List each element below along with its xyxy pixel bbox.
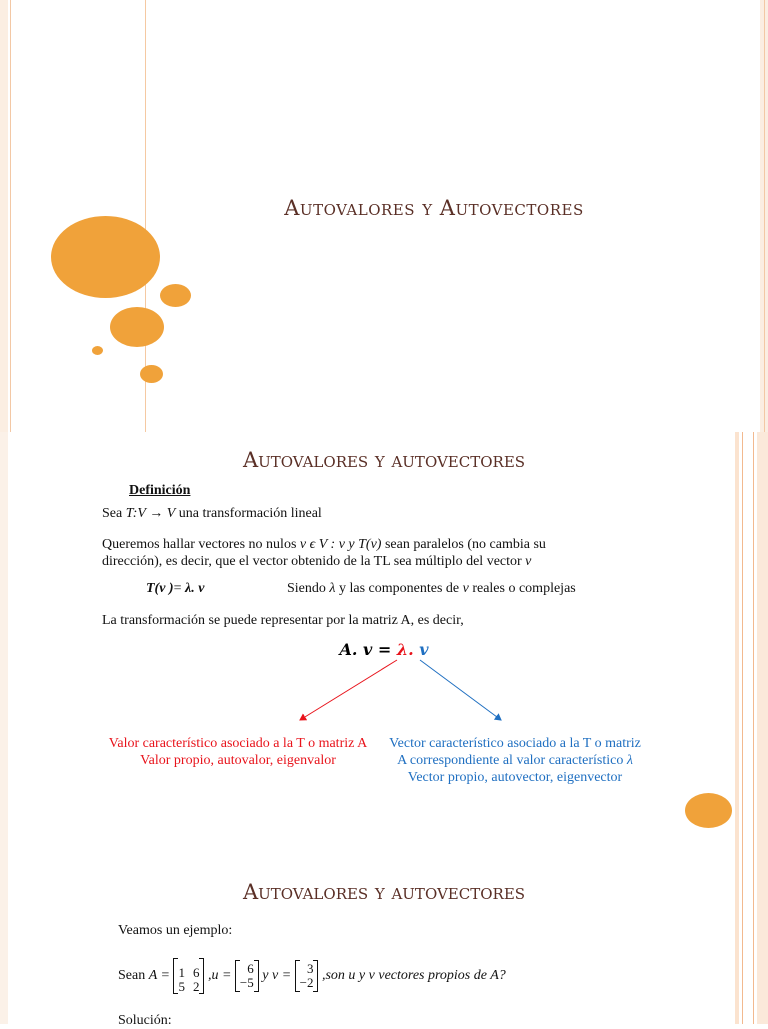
- solution-label: Solución:: [118, 1013, 172, 1028]
- vector-u-entries: [240, 962, 254, 990]
- text-segment: Sean: [118, 968, 149, 984]
- matrix-A: [173, 958, 204, 994]
- eigenvector-description: [362, 735, 668, 786]
- math-segment: λ: [626, 753, 633, 768]
- vector-entry: 6: [247, 960, 254, 976]
- text-line: [362, 752, 668, 769]
- math-segment: (v): [365, 537, 382, 552]
- math-segment: ,u =: [204, 968, 235, 984]
- matrix-entry: 2: [192, 979, 200, 994]
- text-line: Vector propio, autovector, eigenvector: [407, 770, 623, 785]
- text-segment: y las componentes de: [335, 581, 463, 596]
- math-segment: y v =: [258, 968, 295, 984]
- slide2-title: Autovalores y autovectores: [242, 448, 526, 472]
- text-segment: sean paralelos (no cambia su: [381, 537, 546, 552]
- math-segment: v ϵ V : v y T: [299, 537, 366, 552]
- formula-rhs: λ. v: [185, 581, 205, 596]
- matrix-representation-line: La transformación se puede representar por la matriz A, es decir,: [102, 613, 464, 628]
- vector-u: [235, 960, 259, 992]
- matrix-entry: 6: [192, 965, 200, 980]
- text-segment: una transformación lineal: [175, 506, 322, 521]
- vector-v-entries: [300, 962, 314, 990]
- example-intro: Veamos un ejemplo:: [118, 923, 233, 938]
- math-segment: v: [462, 581, 469, 596]
- math-segment: T:V → V: [125, 506, 176, 521]
- slide3-title: Autovalores y autovectores: [242, 880, 526, 904]
- vector-v: [295, 960, 319, 992]
- math-segment: ,son u y v vectores propios de A?: [318, 968, 506, 984]
- matrix-entry: 5: [178, 979, 185, 994]
- equation-vector: v: [413, 640, 429, 659]
- equation-lambda: λ.: [396, 640, 414, 659]
- slide1-title: Autovalores y Autovectores: [284, 196, 584, 220]
- blue-arrow: [420, 660, 501, 720]
- math-segment: A =: [148, 968, 174, 984]
- text-line: Vector característico asociado a la T o matriz: [389, 736, 641, 751]
- matrix-A-grid: [178, 966, 199, 994]
- math-segment: v: [525, 554, 532, 569]
- text-segment: Queremos hallar vectores no nulos: [102, 537, 300, 552]
- text-segment: dirección), es decir, que el vector obtenido de la TL sea múltiplo del vector: [102, 554, 526, 569]
- example-statement: [118, 958, 506, 992]
- matrix-entry: 1: [178, 965, 185, 980]
- equation-lhs: A. v =: [339, 640, 397, 659]
- text-segment: Siendo: [287, 581, 330, 596]
- text-segment: reales o complejas: [468, 581, 576, 596]
- red-arrow: [300, 660, 397, 720]
- vector-entry: −2: [299, 974, 314, 990]
- formula-eq: =: [173, 581, 185, 596]
- definition-heading: Definición: [129, 483, 191, 498]
- formula-lhs: T(v ): [146, 581, 174, 596]
- math-segment: λ: [329, 581, 336, 596]
- eigenvalue-description: Valor característico asociado a la T o matriz A Valor propio, autovalor, eigenvalor: [108, 736, 368, 768]
- vector-entry: −5: [239, 974, 254, 990]
- text-segment: Sea: [102, 506, 126, 521]
- text-segment: A correspondiente al valor característico: [397, 753, 627, 768]
- vector-entry: 3: [306, 960, 314, 976]
